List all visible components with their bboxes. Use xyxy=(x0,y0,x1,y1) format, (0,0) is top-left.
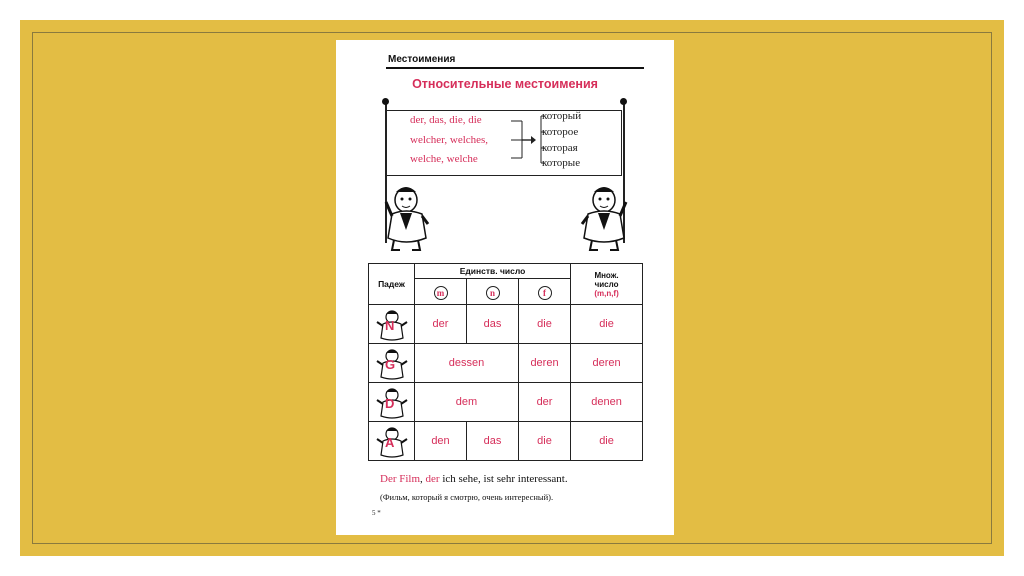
table-cell: das xyxy=(467,305,519,344)
case-cell-dative xyxy=(369,383,415,422)
page-number: 5 * xyxy=(372,509,381,517)
table-cell: dessen xyxy=(415,344,519,383)
russian-line-2: которое xyxy=(542,126,579,138)
table-row xyxy=(369,422,643,461)
case-letter: N xyxy=(385,318,395,333)
header-rule xyxy=(386,67,644,69)
plural-column-header: Множ. число (m,n,f) xyxy=(571,264,643,305)
russian-line-3: которая xyxy=(542,142,578,154)
gender-masculine-header xyxy=(415,279,467,305)
table-cell: die xyxy=(519,305,571,344)
case-cell-nominative xyxy=(369,305,415,344)
table-cell: die xyxy=(571,305,643,344)
table-cell: die xyxy=(571,422,643,461)
singular-column-header: Единств. число xyxy=(415,264,571,279)
table-cell: der xyxy=(415,305,467,344)
case-letter: A xyxy=(385,435,395,450)
left-character-illustration xyxy=(380,180,436,254)
table-cell: deren xyxy=(571,344,643,383)
german-line-2: welcher, welches, xyxy=(410,134,489,146)
right-character-illustration xyxy=(576,180,632,254)
table-cell: denen xyxy=(571,383,643,422)
table-cell: das xyxy=(467,422,519,461)
case-cell-genitive xyxy=(369,344,415,383)
gender-neuter-header xyxy=(467,279,519,305)
gender-f-badge: f xyxy=(538,286,552,300)
textbook-page xyxy=(336,40,674,535)
table-row xyxy=(369,383,643,422)
gender-m-badge: m xyxy=(434,286,448,300)
declension-table xyxy=(368,263,643,461)
table-cell: die xyxy=(519,422,571,461)
left-pole-knob xyxy=(382,98,389,105)
gender-n-badge: n xyxy=(486,286,500,300)
case-letter: D xyxy=(385,396,395,411)
case-cell-accusative xyxy=(369,422,415,461)
russian-line-4: которые xyxy=(542,157,581,169)
page-header: Местоимения xyxy=(388,54,456,65)
table-row xyxy=(369,305,643,344)
case-letter: G xyxy=(385,357,396,372)
bracket-arrow-icon xyxy=(506,110,546,172)
page-title: Относительные местоимения xyxy=(412,77,598,91)
table-cell: den xyxy=(415,422,467,461)
right-pole-knob xyxy=(620,98,627,105)
example-sentence: Der Film, der ich sehe, ist sehr interessant. xyxy=(380,473,568,485)
german-line-3: welche, welche xyxy=(410,153,478,165)
gender-feminine-header xyxy=(519,279,571,305)
table-cell: deren xyxy=(519,344,571,383)
example-translation: (Фильм, который я смотрю, очень интересный). xyxy=(380,492,554,502)
table-cell: der xyxy=(519,383,571,422)
case-column-header: Падеж xyxy=(369,264,415,305)
german-line-1: der, das, die, die xyxy=(410,114,482,126)
russian-line-1: который xyxy=(542,110,582,122)
table-cell: dem xyxy=(415,383,519,422)
table-row xyxy=(369,344,643,383)
